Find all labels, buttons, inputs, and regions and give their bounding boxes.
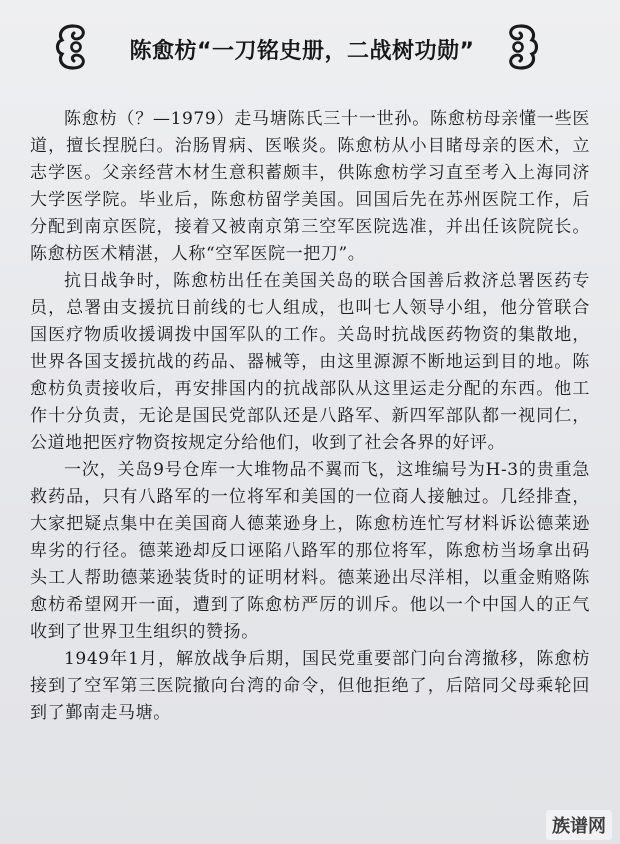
paragraph-1949: 1949年1月，解放战争后期，国民党重要部门向台湾撤移，陈愈枋接到了空军第三医院撤向台湾的命令，但他拒绝了，后陪同父母乘轮回到了鄞南走马塘。 — [30, 649, 590, 723]
page-header — [52, 22, 552, 76]
paragraph-incident: 一次，关岛9号仓库一大堆物品不翼而飞，这堆编号为H-3的贵重急救药品，只有八路军的一位将军和美国的一位商人接触过。几经排查，大家把疑点集中在美国商人德莱逊身上，陈愈枋连忙写材料诉讼德莱逊卑劣的行径。德莱逊却反口诬陷八路军的那位将军，陈愈枋当场拿出码头工人帮助德莱逊装货时的证明材料。德莱逊出尽洋相，以重金贿赂陈愈枋希望网开一面，遭到了陈愈枋严厉的训斥。他以一个中国人的正气收到了世界卫生组织的赞扬。 — [30, 460, 590, 642]
paragraph-war: 抗日战争时，陈愈枋出任在美国关岛的联合国善后救济总署医药专员，总署由支援抗日前线的七人组成，也叫七人领导小组，他分管联合国医疗物质收援调拨中国军队的工作。关岛时抗战医药物资的集散地，世界各国支援抗战的药品、器械等，由这里源源不断地运到目的地。陈愈枋负责接收后，再安排国内的抗战部队从这里运走分配的东西。他工作十分负责，无论是国民党部队还是八路军、新四军部队都一视同仁，公道地把医疗物资按规定分给他们，收到了社会各界的好评。 — [30, 271, 590, 453]
paragraph-intro: 陈愈枋（？—1979）走马塘陈氏三十一世孙。陈愈枋母亲懂一些医道，擅长捏脱臼。治肠胃病、医喉炎。陈愈枋从小目睹母亲的医术，立志学医。父亲经营木材生意积蓄颇丰，供陈愈枋学习直至考入上海同济大学医学院。毕业后，陈愈枋留学美国。回国后先在苏州医院工作，后分配到南京医院，接着又被南京第三空军医院选准，并出任该院院长。陈愈枋医术精湛，人称“空军医院一把刀”。 — [30, 109, 590, 264]
scroll-cloud-icon — [500, 22, 542, 72]
watermark-logo: 族谱网 — [546, 810, 612, 840]
article-body — [30, 106, 590, 727]
page-title: 陈愈枋“一刀铭史册，二战树功勋” — [129, 38, 475, 64]
